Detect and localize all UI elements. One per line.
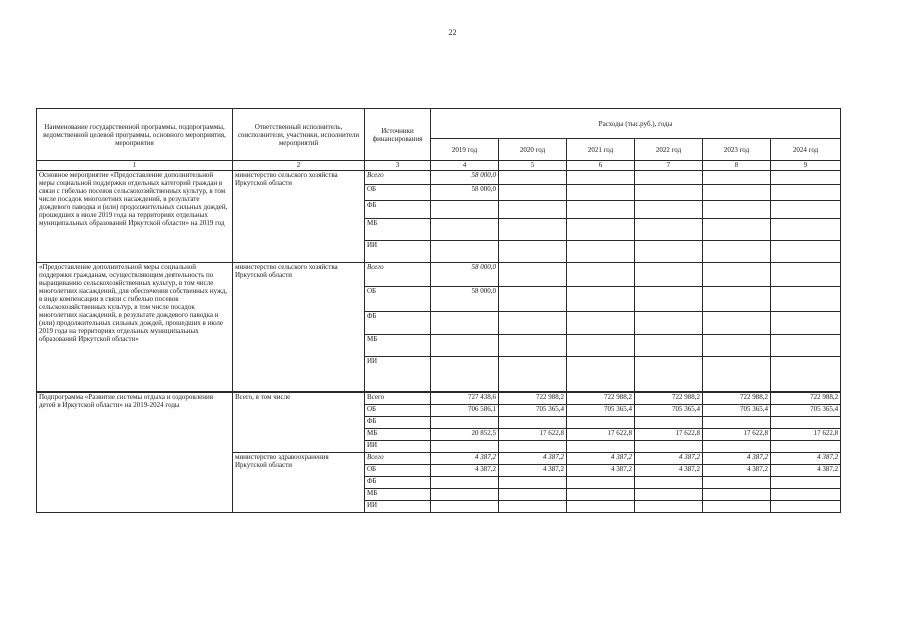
expense-value bbox=[635, 489, 703, 501]
column-number: 3 bbox=[365, 161, 431, 171]
funding-source: ФБ bbox=[365, 477, 431, 489]
expense-value bbox=[771, 312, 841, 335]
expense-value: 4 387,2 bbox=[703, 453, 771, 465]
column-number: 5 bbox=[499, 161, 567, 171]
expense-value bbox=[635, 417, 703, 429]
expense-value bbox=[431, 477, 499, 489]
expense-value bbox=[431, 417, 499, 429]
expense-value bbox=[567, 417, 635, 429]
funding-source: ИИ bbox=[365, 501, 431, 513]
executor: Всего, в том числе bbox=[233, 392, 365, 453]
executor: министерство здравоохранения Иркутской области bbox=[233, 453, 365, 513]
funding-source: ОБ bbox=[365, 185, 431, 201]
expense-value bbox=[499, 489, 567, 501]
expense-value bbox=[703, 312, 771, 335]
expense-value bbox=[567, 171, 635, 185]
funding-source: МБ bbox=[365, 219, 431, 241]
expense-value bbox=[635, 441, 703, 453]
expense-value: 4 387,2 bbox=[499, 453, 567, 465]
expense-value bbox=[771, 287, 841, 312]
expense-value bbox=[567, 335, 635, 357]
funding-source: Всего bbox=[365, 263, 431, 287]
expense-value: 4 387,2 bbox=[567, 465, 635, 477]
expense-value bbox=[499, 201, 567, 219]
expense-value bbox=[499, 287, 567, 312]
expense-value bbox=[431, 219, 499, 241]
expense-value: 4 387,2 bbox=[499, 465, 567, 477]
expense-value bbox=[635, 185, 703, 201]
expense-value bbox=[431, 335, 499, 357]
expense-value bbox=[567, 201, 635, 219]
expense-value: 17 622,8 bbox=[771, 429, 841, 441]
header-executor: Ответственный исполнитель, соисполнители, участники, исполнители мероприятий bbox=[233, 109, 365, 161]
expense-value bbox=[635, 357, 703, 392]
expense-value: 722 988,2 bbox=[567, 392, 635, 405]
expense-value bbox=[499, 312, 567, 335]
funding-source: Всего bbox=[365, 453, 431, 465]
expense-value bbox=[703, 185, 771, 201]
header-year: 2022 год bbox=[635, 139, 703, 161]
expense-value bbox=[771, 171, 841, 185]
expense-value bbox=[771, 335, 841, 357]
expense-value: 705 365,4 bbox=[635, 405, 703, 417]
expense-value: 20 852,5 bbox=[431, 429, 499, 441]
expense-value bbox=[431, 357, 499, 392]
expense-value bbox=[703, 219, 771, 241]
funding-source: ИИ bbox=[365, 357, 431, 392]
executor: министерство сельского хозяйства Иркутской области bbox=[233, 171, 365, 263]
expense-value bbox=[771, 417, 841, 429]
header-year: 2023 год bbox=[703, 139, 771, 161]
funding-source: Всего bbox=[365, 171, 431, 185]
expense-value: 706 586,1 bbox=[431, 405, 499, 417]
header-expenses: Расходы (тыс.руб.), годы bbox=[431, 109, 841, 139]
table-row bbox=[37, 171, 841, 185]
expense-value bbox=[771, 263, 841, 287]
column-number: 2 bbox=[233, 161, 365, 171]
funding-source: ИИ bbox=[365, 241, 431, 263]
expense-value bbox=[703, 501, 771, 513]
page-number: 22 bbox=[448, 28, 457, 37]
expense-value bbox=[771, 241, 841, 263]
expense-value bbox=[703, 477, 771, 489]
expense-value: 705 365,4 bbox=[703, 405, 771, 417]
expense-value bbox=[771, 489, 841, 501]
expense-value bbox=[771, 441, 841, 453]
expense-value: 705 365,4 bbox=[567, 405, 635, 417]
expense-value bbox=[635, 171, 703, 185]
header-year: 2021 год bbox=[567, 139, 635, 161]
expense-value: 58 000,0 bbox=[431, 263, 499, 287]
expense-value bbox=[703, 335, 771, 357]
expense-value bbox=[431, 201, 499, 219]
expense-value bbox=[771, 357, 841, 392]
expense-value: 705 365,4 bbox=[499, 405, 567, 417]
expense-value bbox=[635, 241, 703, 263]
expense-value: 58 000,0 bbox=[431, 171, 499, 185]
funding-source: ОБ bbox=[365, 465, 431, 477]
expense-value bbox=[703, 417, 771, 429]
expense-value: 4 387,2 bbox=[771, 465, 841, 477]
expense-value bbox=[567, 219, 635, 241]
expense-value: 4 387,2 bbox=[567, 453, 635, 465]
expense-value: 705 365,4 bbox=[771, 405, 841, 417]
expense-value bbox=[635, 201, 703, 219]
expense-value bbox=[567, 441, 635, 453]
expense-value bbox=[635, 219, 703, 241]
expense-value: 4 387,2 bbox=[431, 465, 499, 477]
expense-value bbox=[703, 357, 771, 392]
column-number: 1 bbox=[37, 161, 233, 171]
funding-source: МБ bbox=[365, 489, 431, 501]
expense-value bbox=[635, 287, 703, 312]
expense-value: 4 387,2 bbox=[771, 453, 841, 465]
column-number: 4 bbox=[431, 161, 499, 171]
funding-source: ФБ bbox=[365, 417, 431, 429]
header-year: 2020 год bbox=[499, 139, 567, 161]
expense-value bbox=[703, 241, 771, 263]
expense-value: 722 988,2 bbox=[499, 392, 567, 405]
column-number: 7 bbox=[635, 161, 703, 171]
expense-value bbox=[499, 357, 567, 392]
funding-source: ОБ bbox=[365, 287, 431, 312]
expense-value bbox=[703, 489, 771, 501]
expense-value bbox=[431, 241, 499, 263]
expense-value bbox=[567, 287, 635, 312]
expense-value: 4 387,2 bbox=[703, 465, 771, 477]
expense-value bbox=[431, 441, 499, 453]
column-number: 9 bbox=[771, 161, 841, 171]
table-row bbox=[37, 392, 841, 405]
funding-source: ФБ bbox=[365, 201, 431, 219]
expense-value bbox=[567, 477, 635, 489]
column-number: 6 bbox=[567, 161, 635, 171]
expense-value bbox=[703, 171, 771, 185]
expense-value: 17 622,8 bbox=[499, 429, 567, 441]
expense-value bbox=[635, 501, 703, 513]
expense-value: 4 387,2 bbox=[431, 453, 499, 465]
header-year: 2024 год bbox=[771, 139, 841, 161]
expense-value: 58 000,0 bbox=[431, 185, 499, 201]
expenses-table bbox=[36, 108, 841, 513]
expense-value bbox=[499, 241, 567, 263]
program-name: Основное мероприятие «Предоставление дополнительной меры социальной поддержки отдельных категорий граждан в связи с гибелью посевов сельскохозяйственных культур, в том числе посадок многолетних насаждений, в результате дождевого паводка и (или) продолжительных сильных дождей, прошедших в июле 2019 года на территориях отдельных муниципальных образований Иркутской области» на 2019 год bbox=[37, 171, 233, 263]
expense-value bbox=[431, 489, 499, 501]
header-year: 2019 год bbox=[431, 139, 499, 161]
expense-value bbox=[431, 312, 499, 335]
expense-value bbox=[499, 441, 567, 453]
expense-value bbox=[567, 357, 635, 392]
expense-value: 4 387,2 bbox=[635, 465, 703, 477]
expense-value bbox=[499, 417, 567, 429]
expense-value bbox=[635, 335, 703, 357]
expense-value bbox=[499, 335, 567, 357]
funding-source: ИИ bbox=[365, 441, 431, 453]
expense-value bbox=[703, 263, 771, 287]
program-name: Подпрограмма «Развитие системы отдыха и оздоровления детей в Иркутской области» на 2019-2024 годы bbox=[37, 392, 233, 513]
expense-value bbox=[771, 201, 841, 219]
expense-value bbox=[499, 263, 567, 287]
expense-value bbox=[771, 477, 841, 489]
expense-value bbox=[567, 501, 635, 513]
funding-source: ФБ bbox=[365, 312, 431, 335]
expense-value bbox=[567, 489, 635, 501]
expense-value bbox=[771, 219, 841, 241]
expense-value bbox=[499, 477, 567, 489]
expense-value: 722 988,2 bbox=[703, 392, 771, 405]
expense-value: 17 622,8 bbox=[635, 429, 703, 441]
table-row bbox=[37, 263, 841, 287]
expense-value: 4 387,2 bbox=[635, 453, 703, 465]
expense-value: 17 622,8 bbox=[703, 429, 771, 441]
expense-value: 58 000,0 bbox=[431, 287, 499, 312]
expense-value bbox=[499, 219, 567, 241]
header-source: Источники финансирования bbox=[365, 109, 431, 161]
expense-value bbox=[567, 241, 635, 263]
column-number: 8 bbox=[703, 161, 771, 171]
expense-value bbox=[567, 312, 635, 335]
expense-value: 722 988,2 bbox=[635, 392, 703, 405]
expense-value bbox=[703, 201, 771, 219]
expense-value bbox=[635, 477, 703, 489]
expense-value bbox=[431, 501, 499, 513]
expense-value bbox=[635, 263, 703, 287]
program-name: «Предоставление дополнительной меры социальной поддержки гражданам, осуществляющим деятельность по выращиванию сельскохозяйственных культур, в том числе многолетних насаждений, для обеспечения собственных нужд, в виде компенсации в связи с гибелью посевов сельскохозяйственных культур, в том числе посадок многолетних насаждений, в результате дождевого паводка и (или) продолжительных сильных дождей, прошедших в июле 2019 года на территориях отдельных муниципальных образований Иркутской области» bbox=[37, 263, 233, 392]
funding-source: МБ bbox=[365, 335, 431, 357]
expense-value: 17 622,8 bbox=[567, 429, 635, 441]
funding-source: ОБ bbox=[365, 405, 431, 417]
expense-value bbox=[499, 185, 567, 201]
expense-value: 727 438,6 bbox=[431, 392, 499, 405]
header-name: Наименование государственной программы, подпрограммы, ведомственной целевой программы, основного мероприятия, мероприятия bbox=[37, 109, 233, 161]
expense-value bbox=[567, 263, 635, 287]
expense-value bbox=[635, 312, 703, 335]
expense-value bbox=[771, 501, 841, 513]
expense-value bbox=[703, 287, 771, 312]
funding-source: Всего bbox=[365, 392, 431, 405]
expense-value bbox=[499, 171, 567, 185]
expense-value bbox=[703, 441, 771, 453]
expense-value bbox=[771, 185, 841, 201]
expense-value bbox=[567, 185, 635, 201]
funding-source: МБ bbox=[365, 429, 431, 441]
expense-value: 722 988,2 bbox=[771, 392, 841, 405]
executor: министерство сельского хозяйства Иркутской области bbox=[233, 263, 365, 392]
expense-value bbox=[499, 501, 567, 513]
